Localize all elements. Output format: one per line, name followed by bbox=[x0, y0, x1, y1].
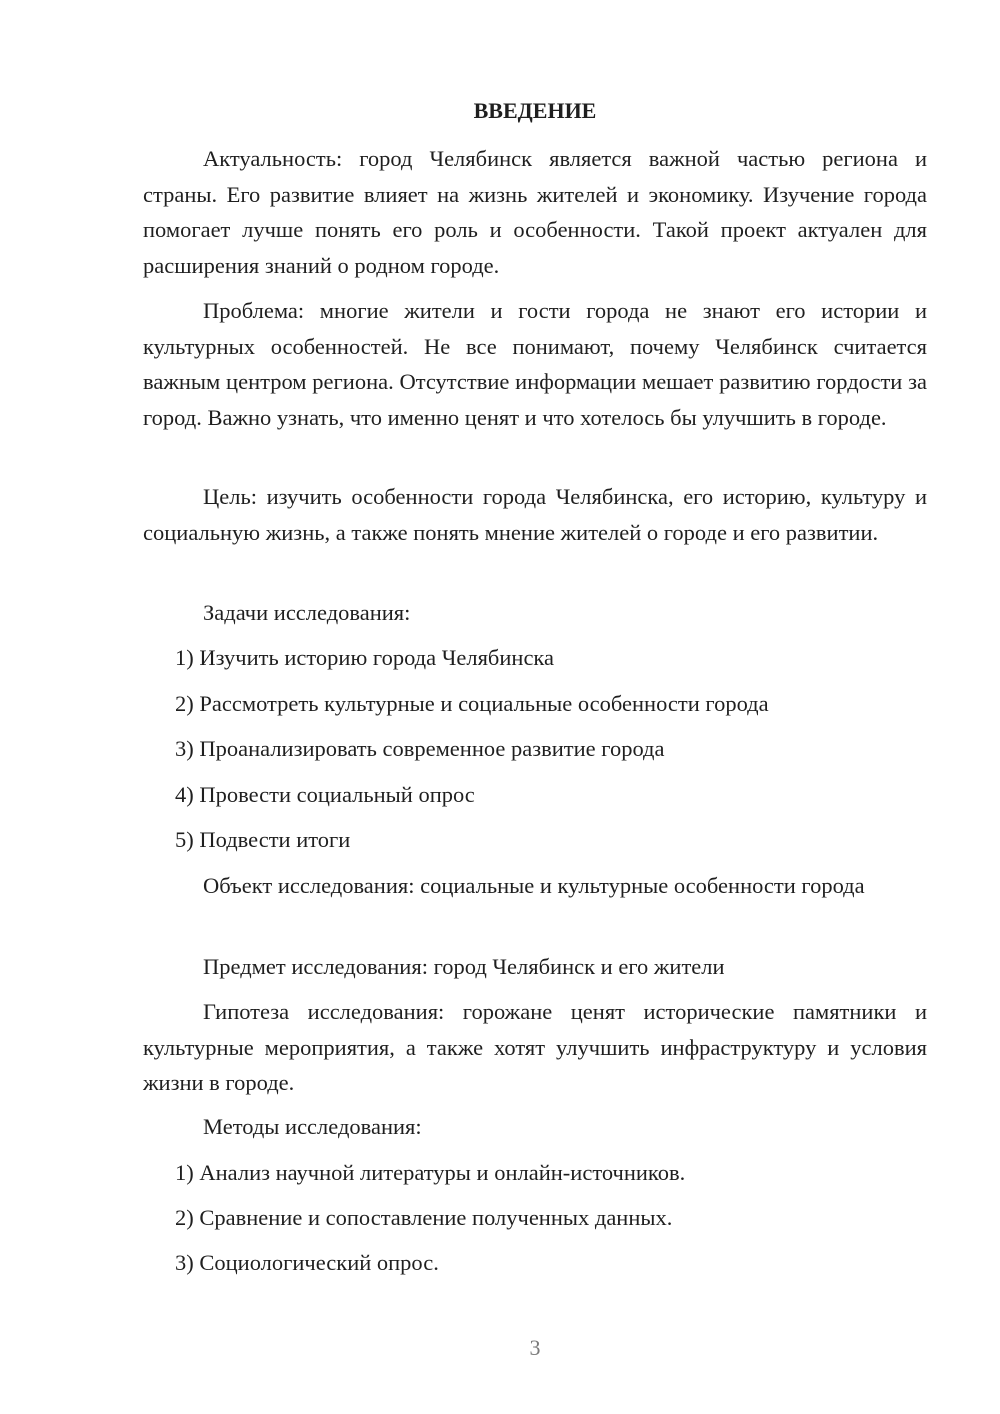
hypothesis-paragraph: Гипотеза исследования: горожане ценят исторические памятники и культурные мероприятия, а также хотят улучшить инфраструктуру и условия жизни в городе. bbox=[143, 999, 927, 1096]
page-title: ВВЕДЕНИЕ bbox=[473, 98, 597, 123]
relevance-paragraph: Актуальность: город Челябинск является важной частью региона и страны. Его развитие влияет на жизнь жителей и экономику. Изучение города помогает лучше понять его роль и особенности. Такой проект актуален для расширения знаний о родном городе. bbox=[143, 146, 927, 278]
list-item: 1) Анализ научной литературы и онлайн-источников. bbox=[175, 1160, 686, 1185]
list-item: 2) Сравнение и сопоставление полученных данных. bbox=[175, 1205, 673, 1230]
methods-heading: Методы исследования: bbox=[203, 1114, 422, 1139]
goal-paragraph: Цель: изучить особенности города Челябинска, его историю, культуру и социальную жизнь, а также понять мнение жителей о городе и его развитии. bbox=[143, 484, 927, 545]
list-item: 3) Проанализировать современное развитие города bbox=[175, 736, 665, 761]
problem-paragraph: Проблема: многие жители и гости города не знают его истории и культурных особенностей. Не все понимают, почему Челябинск считается важным центром региона. Отсутствие информации мешает развитию гордости за город. Важно узнать, что именно ценят и что хотелось бы улучшить в городе. bbox=[143, 298, 927, 430]
list-item: 3) Социологический опрос. bbox=[175, 1250, 439, 1275]
page-number: 3 bbox=[529, 1335, 541, 1360]
tasks-heading: Задачи исследования: bbox=[203, 600, 411, 625]
subject-paragraph: Предмет исследования: город Челябинск и его жители bbox=[203, 954, 725, 979]
object-paragraph: Объект исследования: социальные и культурные особенности города bbox=[203, 873, 865, 898]
list-item: 2) Рассмотреть культурные и социальные особенности города bbox=[175, 691, 769, 716]
list-item: 5) Подвести итоги bbox=[175, 827, 351, 852]
list-item: 1) Изучить историю города Челябинска bbox=[175, 645, 555, 670]
list-item: 4) Провести социальный опрос bbox=[175, 782, 475, 807]
